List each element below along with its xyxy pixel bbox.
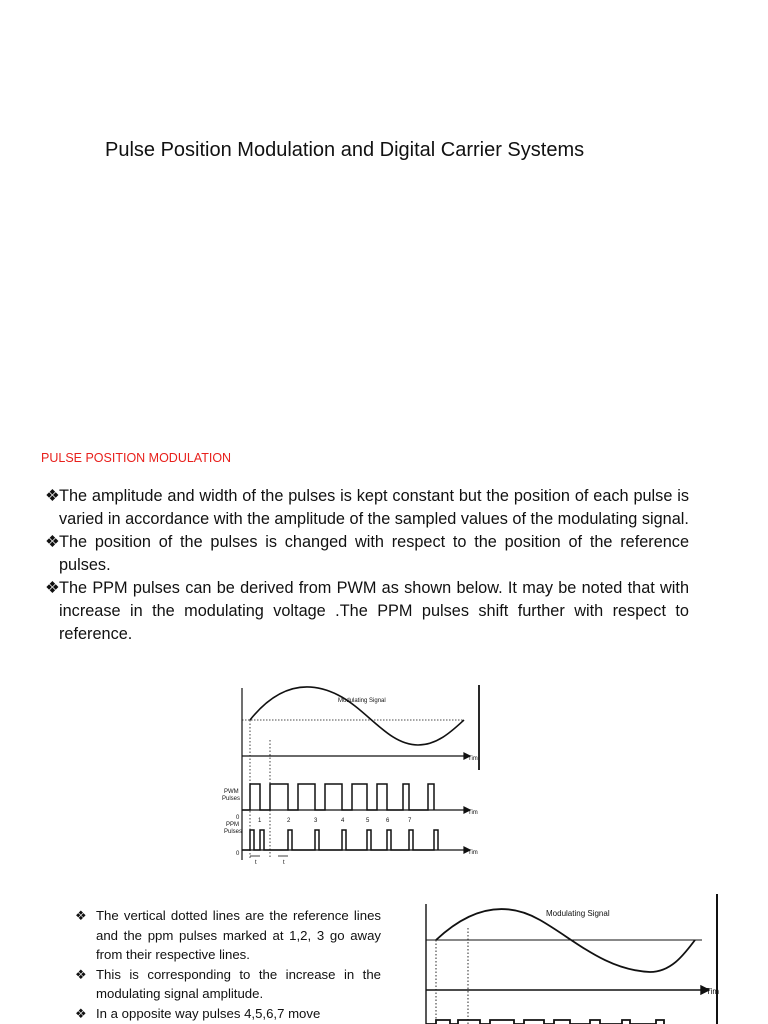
- diamond-bullet-icon: ❖: [75, 966, 87, 982]
- pulse-number-label: 2: [287, 818, 291, 824]
- zero-label: 0: [236, 851, 240, 857]
- bullet-text: This is corresponding to the increase in the modulating signal amplitude.: [96, 966, 381, 1001]
- ppm-pulse-train: [242, 830, 438, 850]
- ppm-label: PPM: [226, 822, 240, 828]
- time-label: Tim: [706, 987, 720, 996]
- bullet-text: The position of the pulses is changed with respect to the position of the reference pulses.: [59, 533, 689, 574]
- section-heading: PULSE POSITION MODULATION: [41, 451, 232, 465]
- list-item: [75, 906, 381, 965]
- list-item: [75, 965, 381, 1004]
- pwm-pulse-train: [426, 1020, 664, 1024]
- pulse-number-label: 5: [366, 818, 370, 824]
- diamond-bullet-icon: ❖: [75, 1005, 87, 1021]
- bullet-text: In a opposite way pulses 4,5,6,7 move: [96, 1005, 321, 1021]
- pwm-pulse-train: [242, 784, 434, 810]
- bullet-list: [45, 485, 689, 646]
- ppm-waveform-figure: [218, 680, 488, 870]
- t-label: t: [255, 860, 257, 866]
- pulse-number-label: 6: [386, 818, 390, 824]
- list-item: [75, 1004, 381, 1024]
- pulse-number-label: 3: [314, 818, 318, 824]
- list-item: [45, 577, 689, 646]
- pwm-label: PWM: [224, 789, 239, 795]
- secondary-bullet-list: [75, 906, 381, 1023]
- bullet-text: The amplitude and width of the pulses is kept constant but the position of each pulse is varied in accordance with the amplitude of the sampled values of the modulating signal.: [59, 487, 689, 528]
- pulse-number-label: 1: [258, 818, 262, 824]
- bullet-text: The PPM pulses can be derived from PWM as shown below. It may be noted that with increase in the modulating voltage .The PPM pulses shift further with respect to reference.: [59, 579, 689, 643]
- ppm-waveform-figure-enlarged: [400, 890, 730, 1024]
- pulse-number-label: 7: [408, 818, 412, 824]
- diamond-bullet-icon: ❖: [45, 487, 60, 505]
- zero-label: 0: [236, 815, 240, 821]
- diamond-bullet-icon: ❖: [45, 579, 60, 597]
- ppm-label: Pulses: [224, 829, 243, 835]
- time-label: Tim: [468, 850, 478, 856]
- time-label: Tim: [468, 810, 478, 816]
- modulating-signal-label: Modulating Signal: [546, 909, 610, 918]
- modulating-signal-label: Modulating Signal: [338, 698, 386, 704]
- list-item: [45, 485, 689, 531]
- modulating-signal-curve: [436, 909, 695, 972]
- time-label: Tim: [468, 756, 478, 762]
- t-label: t: [283, 860, 285, 866]
- bullet-text: The vertical dotted lines are the reference lines and the ppm pulses marked at 1,2, 3 go away from their respective lines.: [96, 908, 381, 962]
- list-item: [45, 531, 689, 577]
- reference-lines: [436, 928, 468, 1024]
- page-title: Pulse Position Modulation and Digital Carrier Systems: [105, 139, 585, 161]
- modulating-signal-curve: [250, 687, 464, 745]
- pwm-label: Pulses: [222, 796, 241, 802]
- pulse-number-label: 4: [341, 818, 345, 824]
- diamond-bullet-icon: ❖: [45, 533, 60, 551]
- diamond-bullet-icon: ❖: [75, 908, 87, 923]
